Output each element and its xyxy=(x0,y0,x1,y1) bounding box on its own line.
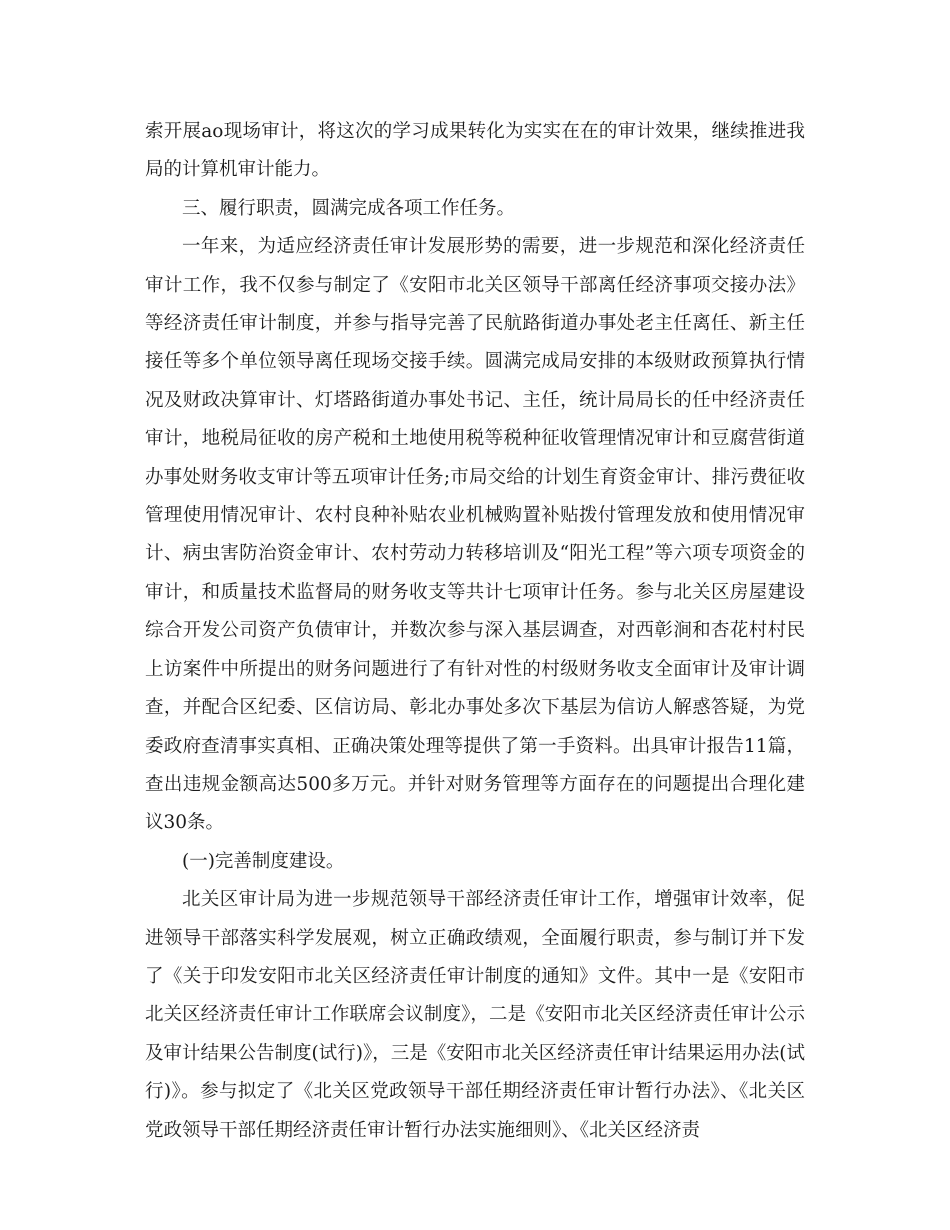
document-body xyxy=(145,113,805,1150)
subsection-heading-1: (一)完善制度建设。 xyxy=(182,850,345,872)
paragraph-intro-continuation: 索开展ao现场审计，将这次的学习成果转化为实实在在的审计效果，继续推进我局的计算机审计能力。 xyxy=(145,121,805,181)
section-heading-3: 三、履行职责，圆满完成各项工作任务。 xyxy=(182,197,516,219)
paragraph-system-building: 北关区审计局为进一步规范领导干部经济责任审计工作，增强审计效率，促进领导干部落实科学发展观，树立正确政绩观，全面履行职责，参与制订并下发了《关于印发安阳市北关区经济责任审计制度的通知》文件。其中一是《安阳市北关区经济责任审计工作联席会议制度》，二是《安阳市北关区经济责任审计公示及审计结果公告制度(试行)》，三是《安阳市北关区经济责任审计结果运用办法(试行)》。参与拟定了《北关区党政领导干部任期经济责任审计暂行办法》、《北关区党政领导干部任期经济责任审计暂行办法实施细则》、《北关区经济责 xyxy=(145,889,805,1141)
paragraph-annual-work: 一年来，为适应经济责任审计发展形势的需要，进一步规范和深化经济责任审计工作，我不仅参与制定了《安阳市北关区领导干部离任经济事项交接办法》等经济责任审计制度，并参与指导完善了民航路街道办事处老主任离任、新主任接任等多个单位领导离任现场交接手续。圆满完成局安排的本级财政预算执行情况及财政决算审计、灯塔路街道办事处书记、主任，统计局局长的任中经济责任审计，地税局征收的房产税和土地使用税等税种征收管理情况审计和豆腐营街道办事处财务收支审计等五项审计任务;市局交给的计划生育资金审计、排污费征收管理使用情况审计、农村良种补贴农业机械购置补贴拨付管理发放和使用情况审计、病虫害防治资金审计、农村劳动力转移培训及“阳光工程”等六项专项资金的审计，和质量技术监督局的财务收支等共计七项审计任务。参与北关区房屋建设综合开发公司资产负债审计，并数次参与深入基层调查，对西彰涧和杏花村村民上访案件中所提出的财务问题进行了有针对性的村级财务收支全面审计及审计调查，并配合区纪委、区信访局、彰北办事处多次下基层为信访人解惑答疑，为党委政府查清事实真相、正确决策处理等提供了第一手资料。出具审计报告11篇，查出违规金额高达500多万元。并针对财务管理等方面存在的问题提出合理化建议30条。 xyxy=(145,236,805,834)
